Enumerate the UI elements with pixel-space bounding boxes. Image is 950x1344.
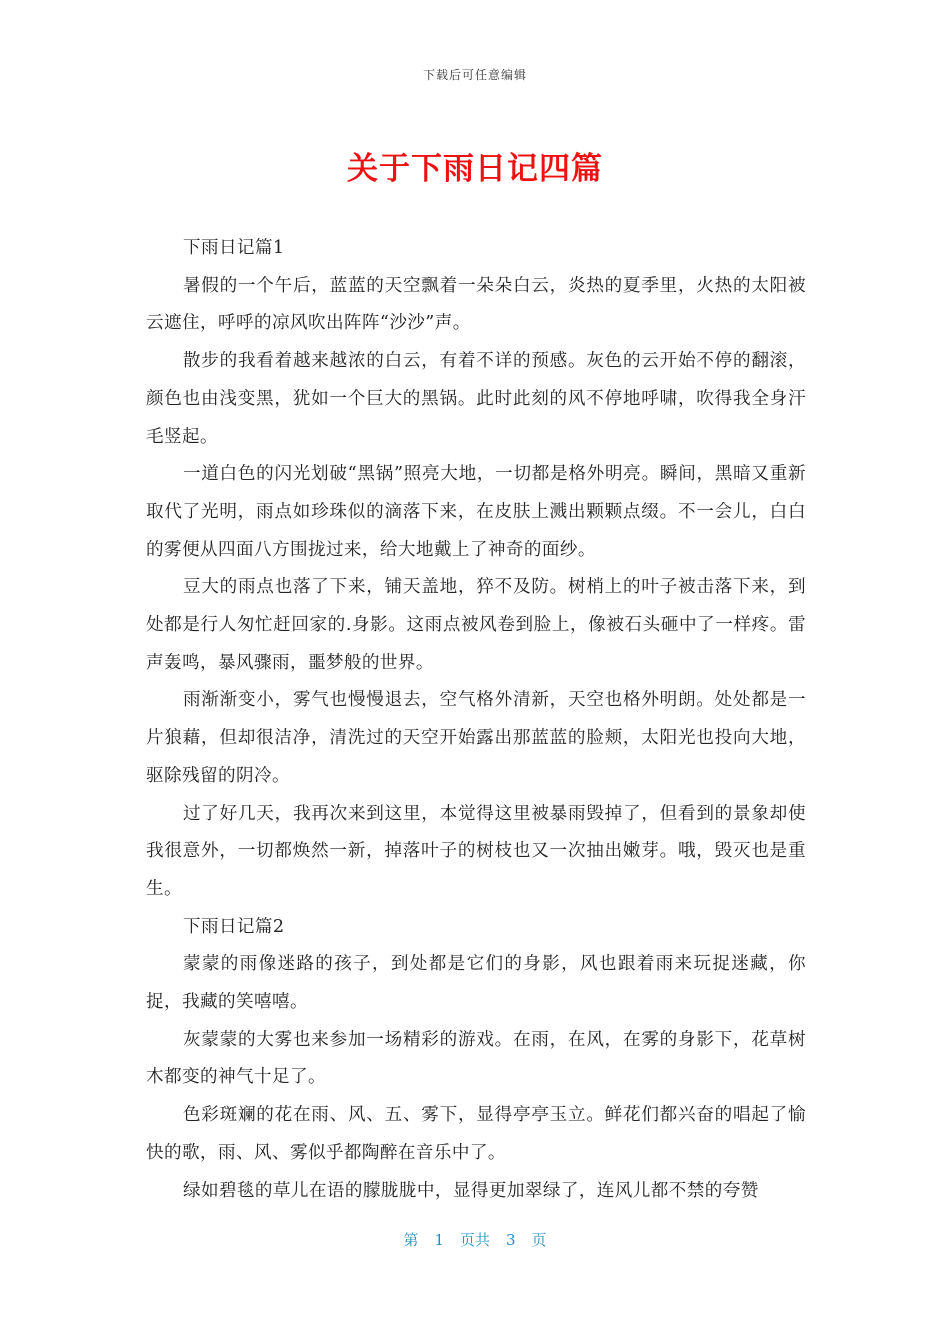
- download-note: 下载后可任意编辑: [422, 68, 527, 82]
- paragraph: 散步的我看着越来越浓的白云，有着不详的预感。灰色的云开始不停的翻滚，颜色也由浅变黑，犹如一个巨大的黑锅。此时此刻的风不停地呼啸，吹得我全身汗毛竖起。: [146, 351, 806, 447]
- paragraph: 灰蒙蒙的大雾也来参加一场精彩的游戏。在雨，在风，在雾的身影下，花草树木都变的神气十足了。: [146, 1029, 806, 1088]
- paragraph: 暑假的一个午后，蓝蓝的天空飘着一朵朵白云，炎热的夏季里，火热的太阳被云遮住，呼呼的凉风吹出阵阵“沙沙”声。: [146, 275, 806, 334]
- paragraph: 色彩斑斓的花在雨、风、五、雾下，显得亭亭玉立。鲜花们都兴奋的唱起了愉快的歌，雨、风、雾似乎都陶醉在音乐中了。: [146, 1105, 806, 1163]
- paragraph: 蒙蒙的雨像迷路的孩子，到处都是它们的身影，风也跟着雨来玩捉迷藏，你捉，我藏的笑嘻嘻。: [146, 954, 806, 1013]
- page-label-suffix: 页: [531, 1231, 547, 1249]
- paragraph: 绿如碧毯的草儿在语的朦胧胧中，显得更加翠绿了，连风儿都不禁的夸赞: [182, 1180, 759, 1201]
- paragraph: 一道白色的闪光划破“黑锅”照亮大地，一切都是格外明亮。瞬间，黑暗又重新取代了光明，雨点如珍珠似的滴落下来，在皮肤上溅出颗颗点缀。不一会儿，白白的雾便从四面八方围拢过来，给大地戴上了神奇的面纱。: [146, 464, 806, 560]
- section-heading: 下雨日记篇1: [182, 238, 285, 258]
- paragraph: 过了好几天，我再次来到这里，本觉得这里被暴雨毁掉了，但看到的景象却使我很意外，一切都焕然一新，掉落叶子的树枝也又一次抽出嫩芽。哦，毁灭也是重生。: [146, 803, 806, 899]
- paragraph: 豆大的雨点也落了下来，铺天盖地，猝不及防。树梢上的叶子被击落下来，到处都是行人匆忙赶回家的.身影。这雨点被风卷到脸上，像被石头砸中了一样疼。雷声轰鸣，暴风骤雨，噩梦般的世界。: [146, 577, 806, 673]
- page-footer: [0, 1229, 950, 1250]
- paragraph: 雨渐渐变小，雾气也慢慢退去，空气格外清新，天空也格外明朗。处处都是一片狼藉，但却很洁净，清洗过的天空开始露出那蓝蓝的脸颊，太阳光也投向大地，驱除残留的阴冷。: [146, 690, 806, 786]
- document-title: 关于下雨日记四篇: [347, 151, 603, 187]
- document-body: [146, 230, 806, 1210]
- page-label-prefix: 第: [403, 1231, 419, 1249]
- current-page-number: 1: [434, 1231, 444, 1249]
- total-pages-number: 3: [506, 1231, 516, 1249]
- page-label-middle: 页共: [459, 1231, 490, 1249]
- section-heading: 下雨日记篇2: [182, 916, 285, 937]
